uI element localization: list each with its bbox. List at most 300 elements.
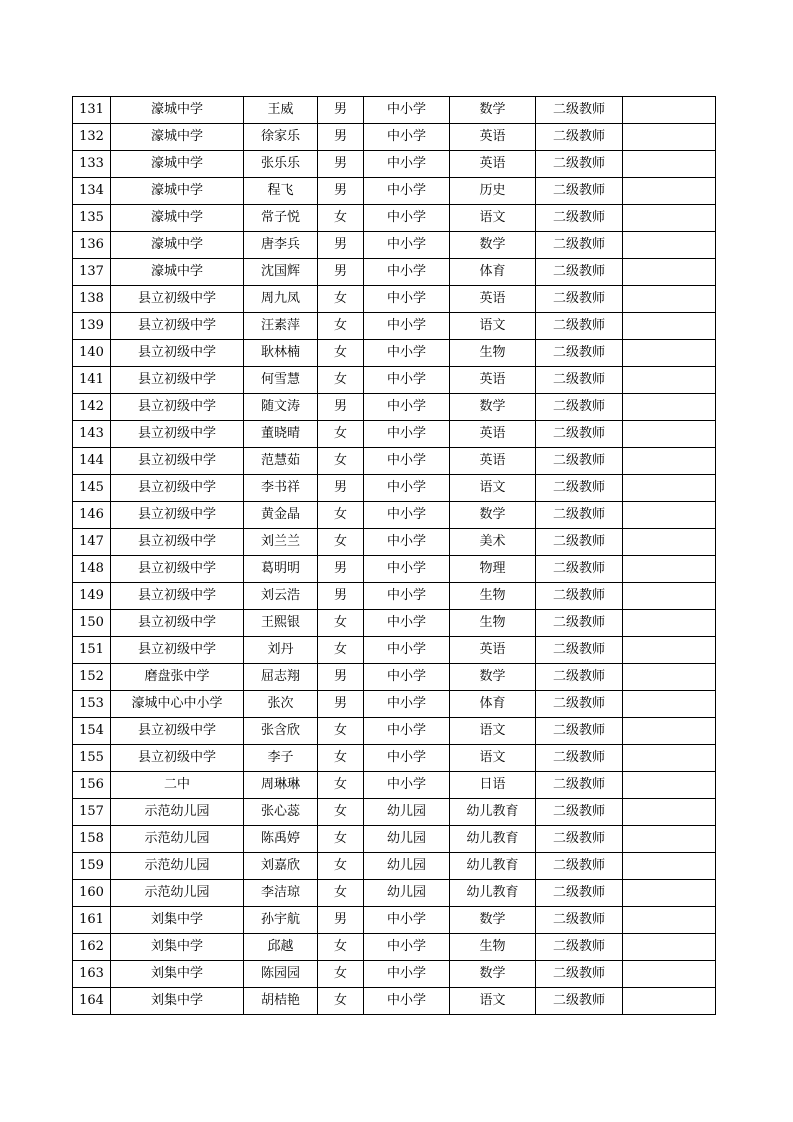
gender-cell: 女 bbox=[318, 286, 364, 313]
school-level-cell: 中小学 bbox=[364, 637, 450, 664]
table-row bbox=[73, 745, 716, 772]
subject-cell: 语文 bbox=[450, 475, 536, 502]
gender-cell: 女 bbox=[318, 637, 364, 664]
teacher-name-cell: 张次 bbox=[244, 691, 318, 718]
school-name-cell: 县立初级中学 bbox=[111, 610, 244, 637]
gender-cell: 男 bbox=[318, 907, 364, 934]
professional-title-cell: 二级教师 bbox=[536, 502, 623, 529]
school-name-cell: 濠城中学 bbox=[111, 178, 244, 205]
school-level-cell: 中小学 bbox=[364, 178, 450, 205]
school-level-cell: 中小学 bbox=[364, 97, 450, 124]
professional-title-cell: 二级教师 bbox=[536, 691, 623, 718]
school-level-cell: 中小学 bbox=[364, 448, 450, 475]
table-row bbox=[73, 826, 716, 853]
school-level-cell: 中小学 bbox=[364, 205, 450, 232]
row-number-cell: 155 bbox=[73, 745, 111, 772]
teacher-name-cell: 沈国辉 bbox=[244, 259, 318, 286]
professional-title-cell: 二级教师 bbox=[536, 205, 623, 232]
teacher-name-cell: 董晓晴 bbox=[244, 421, 318, 448]
row-number-cell: 133 bbox=[73, 151, 111, 178]
school-name-cell: 县立初级中学 bbox=[111, 583, 244, 610]
row-number-cell: 152 bbox=[73, 664, 111, 691]
teacher-name-cell: 刘嘉欣 bbox=[244, 853, 318, 880]
row-number-cell: 134 bbox=[73, 178, 111, 205]
school-name-cell: 县立初级中学 bbox=[111, 718, 244, 745]
table-row bbox=[73, 286, 716, 313]
subject-cell: 数学 bbox=[450, 907, 536, 934]
teacher-name-cell: 张乐乐 bbox=[244, 151, 318, 178]
school-name-cell: 刘集中学 bbox=[111, 934, 244, 961]
teacher-name-cell: 周九凤 bbox=[244, 286, 318, 313]
school-level-cell: 中小学 bbox=[364, 610, 450, 637]
subject-cell: 数学 bbox=[450, 502, 536, 529]
school-level-cell: 中小学 bbox=[364, 988, 450, 1015]
school-name-cell: 县立初级中学 bbox=[111, 313, 244, 340]
table-row bbox=[73, 178, 716, 205]
table-row bbox=[73, 394, 716, 421]
gender-cell: 女 bbox=[318, 934, 364, 961]
teacher-name-cell: 周琳琳 bbox=[244, 772, 318, 799]
professional-title-cell: 二级教师 bbox=[536, 934, 623, 961]
professional-title-cell: 二级教师 bbox=[536, 745, 623, 772]
school-name-cell: 濠城中学 bbox=[111, 124, 244, 151]
school-name-cell: 磨盘张中学 bbox=[111, 664, 244, 691]
professional-title-cell: 二级教师 bbox=[536, 853, 623, 880]
professional-title-cell: 二级教师 bbox=[536, 907, 623, 934]
teacher-name-cell: 胡桔艳 bbox=[244, 988, 318, 1015]
professional-title-cell: 二级教师 bbox=[536, 394, 623, 421]
subject-cell: 体育 bbox=[450, 691, 536, 718]
school-name-cell: 县立初级中学 bbox=[111, 529, 244, 556]
remark-cell bbox=[623, 394, 716, 421]
subject-cell: 历史 bbox=[450, 178, 536, 205]
subject-cell: 生物 bbox=[450, 340, 536, 367]
table-row bbox=[73, 124, 716, 151]
gender-cell: 女 bbox=[318, 799, 364, 826]
school-name-cell: 县立初级中学 bbox=[111, 556, 244, 583]
row-number-cell: 131 bbox=[73, 97, 111, 124]
gender-cell: 女 bbox=[318, 745, 364, 772]
teacher-name-cell: 黄金晶 bbox=[244, 502, 318, 529]
subject-cell: 物理 bbox=[450, 556, 536, 583]
gender-cell: 男 bbox=[318, 124, 364, 151]
table-row bbox=[73, 664, 716, 691]
teacher-name-cell: 徐家乐 bbox=[244, 124, 318, 151]
table-row bbox=[73, 205, 716, 232]
subject-cell: 英语 bbox=[450, 448, 536, 475]
professional-title-cell: 二级教师 bbox=[536, 988, 623, 1015]
remark-cell bbox=[623, 286, 716, 313]
row-number-cell: 150 bbox=[73, 610, 111, 637]
table-row bbox=[73, 502, 716, 529]
remark-cell bbox=[623, 610, 716, 637]
teacher-name-cell: 李洁琼 bbox=[244, 880, 318, 907]
teacher-name-cell: 刘兰兰 bbox=[244, 529, 318, 556]
remark-cell bbox=[623, 340, 716, 367]
professional-title-cell: 二级教师 bbox=[536, 475, 623, 502]
table-row bbox=[73, 880, 716, 907]
gender-cell: 女 bbox=[318, 853, 364, 880]
gender-cell: 男 bbox=[318, 97, 364, 124]
remark-cell bbox=[623, 637, 716, 664]
subject-cell: 英语 bbox=[450, 367, 536, 394]
gender-cell: 女 bbox=[318, 340, 364, 367]
table-row bbox=[73, 718, 716, 745]
professional-title-cell: 二级教师 bbox=[536, 583, 623, 610]
professional-title-cell: 二级教师 bbox=[536, 421, 623, 448]
professional-title-cell: 二级教师 bbox=[536, 664, 623, 691]
subject-cell: 幼儿教育 bbox=[450, 853, 536, 880]
row-number-cell: 138 bbox=[73, 286, 111, 313]
gender-cell: 男 bbox=[318, 583, 364, 610]
professional-title-cell: 二级教师 bbox=[536, 97, 623, 124]
subject-cell: 幼儿教育 bbox=[450, 826, 536, 853]
gender-cell: 女 bbox=[318, 772, 364, 799]
table-row bbox=[73, 637, 716, 664]
school-name-cell: 刘集中学 bbox=[111, 988, 244, 1015]
school-level-cell: 中小学 bbox=[364, 421, 450, 448]
subject-cell: 体育 bbox=[450, 259, 536, 286]
professional-title-cell: 二级教师 bbox=[536, 826, 623, 853]
professional-title-cell: 二级教师 bbox=[536, 718, 623, 745]
subject-cell: 语文 bbox=[450, 313, 536, 340]
remark-cell bbox=[623, 151, 716, 178]
gender-cell: 女 bbox=[318, 313, 364, 340]
remark-cell bbox=[623, 853, 716, 880]
subject-cell: 数学 bbox=[450, 232, 536, 259]
subject-cell: 语文 bbox=[450, 718, 536, 745]
gender-cell: 男 bbox=[318, 151, 364, 178]
professional-title-cell: 二级教师 bbox=[536, 151, 623, 178]
teacher-name-cell: 范慧茹 bbox=[244, 448, 318, 475]
table-row bbox=[73, 232, 716, 259]
table-row bbox=[73, 340, 716, 367]
remark-cell bbox=[623, 502, 716, 529]
row-number-cell: 145 bbox=[73, 475, 111, 502]
row-number-cell: 146 bbox=[73, 502, 111, 529]
teacher-name-cell: 耿林楠 bbox=[244, 340, 318, 367]
school-level-cell: 中小学 bbox=[364, 745, 450, 772]
school-name-cell: 示范幼儿园 bbox=[111, 826, 244, 853]
remark-cell bbox=[623, 475, 716, 502]
professional-title-cell: 二级教师 bbox=[536, 178, 623, 205]
row-number-cell: 159 bbox=[73, 853, 111, 880]
gender-cell: 女 bbox=[318, 448, 364, 475]
professional-title-cell: 二级教师 bbox=[536, 313, 623, 340]
subject-cell: 生物 bbox=[450, 934, 536, 961]
school-name-cell: 县立初级中学 bbox=[111, 340, 244, 367]
gender-cell: 男 bbox=[318, 259, 364, 286]
gender-cell: 女 bbox=[318, 367, 364, 394]
professional-title-cell: 二级教师 bbox=[536, 637, 623, 664]
school-level-cell: 中小学 bbox=[364, 718, 450, 745]
school-name-cell: 二中 bbox=[111, 772, 244, 799]
table-row bbox=[73, 988, 716, 1015]
gender-cell: 男 bbox=[318, 394, 364, 421]
subject-cell: 英语 bbox=[450, 637, 536, 664]
school-name-cell: 濠城中学 bbox=[111, 205, 244, 232]
subject-cell: 英语 bbox=[450, 151, 536, 178]
school-level-cell: 中小学 bbox=[364, 124, 450, 151]
school-level-cell: 中小学 bbox=[364, 961, 450, 988]
subject-cell: 语文 bbox=[450, 988, 536, 1015]
row-number-cell: 154 bbox=[73, 718, 111, 745]
professional-title-cell: 二级教师 bbox=[536, 556, 623, 583]
school-level-cell: 中小学 bbox=[364, 502, 450, 529]
remark-cell bbox=[623, 826, 716, 853]
school-level-cell: 中小学 bbox=[364, 529, 450, 556]
table-row bbox=[73, 772, 716, 799]
teacher-name-cell: 李子 bbox=[244, 745, 318, 772]
school-name-cell: 示范幼儿园 bbox=[111, 853, 244, 880]
remark-cell bbox=[623, 232, 716, 259]
school-name-cell: 县立初级中学 bbox=[111, 394, 244, 421]
row-number-cell: 160 bbox=[73, 880, 111, 907]
row-number-cell: 137 bbox=[73, 259, 111, 286]
table-row bbox=[73, 934, 716, 961]
row-number-cell: 162 bbox=[73, 934, 111, 961]
subject-cell: 美术 bbox=[450, 529, 536, 556]
row-number-cell: 153 bbox=[73, 691, 111, 718]
row-number-cell: 136 bbox=[73, 232, 111, 259]
professional-title-cell: 二级教师 bbox=[536, 610, 623, 637]
school-level-cell: 中小学 bbox=[364, 556, 450, 583]
gender-cell: 女 bbox=[318, 961, 364, 988]
school-level-cell: 中小学 bbox=[364, 772, 450, 799]
remark-cell bbox=[623, 691, 716, 718]
table-row bbox=[73, 529, 716, 556]
row-number-cell: 161 bbox=[73, 907, 111, 934]
school-level-cell: 中小学 bbox=[364, 313, 450, 340]
school-name-cell: 县立初级中学 bbox=[111, 367, 244, 394]
table-row bbox=[73, 259, 716, 286]
table-row bbox=[73, 853, 716, 880]
gender-cell: 女 bbox=[318, 880, 364, 907]
remark-cell bbox=[623, 664, 716, 691]
gender-cell: 男 bbox=[318, 475, 364, 502]
remark-cell bbox=[623, 583, 716, 610]
school-level-cell: 中小学 bbox=[364, 367, 450, 394]
remark-cell bbox=[623, 718, 716, 745]
teacher-name-cell: 王熙银 bbox=[244, 610, 318, 637]
professional-title-cell: 二级教师 bbox=[536, 799, 623, 826]
professional-title-cell: 二级教师 bbox=[536, 448, 623, 475]
subject-cell: 日语 bbox=[450, 772, 536, 799]
remark-cell bbox=[623, 259, 716, 286]
table-row bbox=[73, 421, 716, 448]
school-name-cell: 县立初级中学 bbox=[111, 421, 244, 448]
row-number-cell: 141 bbox=[73, 367, 111, 394]
gender-cell: 女 bbox=[318, 610, 364, 637]
subject-cell: 英语 bbox=[450, 286, 536, 313]
row-number-cell: 157 bbox=[73, 799, 111, 826]
row-number-cell: 156 bbox=[73, 772, 111, 799]
gender-cell: 女 bbox=[318, 502, 364, 529]
teacher-name-cell: 王威 bbox=[244, 97, 318, 124]
school-name-cell: 刘集中学 bbox=[111, 907, 244, 934]
subject-cell: 幼儿教育 bbox=[450, 880, 536, 907]
gender-cell: 女 bbox=[318, 421, 364, 448]
teacher-name-cell: 李书祥 bbox=[244, 475, 318, 502]
school-level-cell: 中小学 bbox=[364, 232, 450, 259]
teacher-name-cell: 汪素萍 bbox=[244, 313, 318, 340]
gender-cell: 男 bbox=[318, 556, 364, 583]
remark-cell bbox=[623, 745, 716, 772]
row-number-cell: 139 bbox=[73, 313, 111, 340]
gender-cell: 女 bbox=[318, 529, 364, 556]
subject-cell: 英语 bbox=[450, 124, 536, 151]
teacher-name-cell: 孙宇航 bbox=[244, 907, 318, 934]
remark-cell bbox=[623, 880, 716, 907]
row-number-cell: 142 bbox=[73, 394, 111, 421]
school-level-cell: 幼儿园 bbox=[364, 799, 450, 826]
professional-title-cell: 二级教师 bbox=[536, 286, 623, 313]
subject-cell: 数学 bbox=[450, 664, 536, 691]
table-row bbox=[73, 583, 716, 610]
row-number-cell: 151 bbox=[73, 637, 111, 664]
school-name-cell: 濠城中学 bbox=[111, 232, 244, 259]
table-row bbox=[73, 448, 716, 475]
school-level-cell: 中小学 bbox=[364, 664, 450, 691]
remark-cell bbox=[623, 205, 716, 232]
teacher-name-cell: 陈禹婷 bbox=[244, 826, 318, 853]
remark-cell bbox=[623, 313, 716, 340]
table-row bbox=[73, 151, 716, 178]
subject-cell: 英语 bbox=[450, 421, 536, 448]
table-row bbox=[73, 691, 716, 718]
gender-cell: 女 bbox=[318, 988, 364, 1015]
school-name-cell: 县立初级中学 bbox=[111, 637, 244, 664]
table-row bbox=[73, 907, 716, 934]
professional-title-cell: 二级教师 bbox=[536, 340, 623, 367]
table-row bbox=[73, 313, 716, 340]
row-number-cell: 158 bbox=[73, 826, 111, 853]
row-number-cell: 149 bbox=[73, 583, 111, 610]
school-level-cell: 中小学 bbox=[364, 286, 450, 313]
school-name-cell: 刘集中学 bbox=[111, 961, 244, 988]
row-number-cell: 147 bbox=[73, 529, 111, 556]
school-name-cell: 县立初级中学 bbox=[111, 502, 244, 529]
table-row bbox=[73, 556, 716, 583]
school-level-cell: 幼儿园 bbox=[364, 826, 450, 853]
subject-cell: 语文 bbox=[450, 205, 536, 232]
teacher-name-cell: 常子悦 bbox=[244, 205, 318, 232]
school-level-cell: 中小学 bbox=[364, 691, 450, 718]
school-name-cell: 示范幼儿园 bbox=[111, 880, 244, 907]
professional-title-cell: 二级教师 bbox=[536, 124, 623, 151]
school-name-cell: 县立初级中学 bbox=[111, 286, 244, 313]
remark-cell bbox=[623, 907, 716, 934]
subject-cell: 生物 bbox=[450, 610, 536, 637]
teacher-roster-table bbox=[72, 96, 716, 1015]
professional-title-cell: 二级教师 bbox=[536, 367, 623, 394]
row-number-cell: 135 bbox=[73, 205, 111, 232]
row-number-cell: 148 bbox=[73, 556, 111, 583]
remark-cell bbox=[623, 421, 716, 448]
school-name-cell: 濠城中心中小学 bbox=[111, 691, 244, 718]
school-level-cell: 中小学 bbox=[364, 934, 450, 961]
row-number-cell: 132 bbox=[73, 124, 111, 151]
row-number-cell: 144 bbox=[73, 448, 111, 475]
school-level-cell: 中小学 bbox=[364, 907, 450, 934]
school-name-cell: 濠城中学 bbox=[111, 151, 244, 178]
remark-cell bbox=[623, 529, 716, 556]
row-number-cell: 143 bbox=[73, 421, 111, 448]
professional-title-cell: 二级教师 bbox=[536, 880, 623, 907]
school-name-cell: 濠城中学 bbox=[111, 97, 244, 124]
professional-title-cell: 二级教师 bbox=[536, 961, 623, 988]
gender-cell: 男 bbox=[318, 178, 364, 205]
remark-cell bbox=[623, 97, 716, 124]
row-number-cell: 164 bbox=[73, 988, 111, 1015]
gender-cell: 女 bbox=[318, 826, 364, 853]
gender-cell: 女 bbox=[318, 205, 364, 232]
remark-cell bbox=[623, 934, 716, 961]
table-row bbox=[73, 97, 716, 124]
teacher-name-cell: 刘丹 bbox=[244, 637, 318, 664]
subject-cell: 幼儿教育 bbox=[450, 799, 536, 826]
table-row bbox=[73, 610, 716, 637]
school-name-cell: 示范幼儿园 bbox=[111, 799, 244, 826]
school-name-cell: 县立初级中学 bbox=[111, 745, 244, 772]
school-name-cell: 县立初级中学 bbox=[111, 448, 244, 475]
subject-cell: 语文 bbox=[450, 745, 536, 772]
remark-cell bbox=[623, 178, 716, 205]
professional-title-cell: 二级教师 bbox=[536, 772, 623, 799]
school-level-cell: 中小学 bbox=[364, 259, 450, 286]
table-row bbox=[73, 799, 716, 826]
school-level-cell: 幼儿园 bbox=[364, 880, 450, 907]
gender-cell: 男 bbox=[318, 232, 364, 259]
remark-cell bbox=[623, 988, 716, 1015]
row-number-cell: 140 bbox=[73, 340, 111, 367]
teacher-name-cell: 葛明明 bbox=[244, 556, 318, 583]
subject-cell: 数学 bbox=[450, 961, 536, 988]
gender-cell: 男 bbox=[318, 664, 364, 691]
table-row bbox=[73, 367, 716, 394]
remark-cell bbox=[623, 772, 716, 799]
subject-cell: 数学 bbox=[450, 394, 536, 421]
school-level-cell: 中小学 bbox=[364, 340, 450, 367]
table-row bbox=[73, 475, 716, 502]
teacher-name-cell: 陈园园 bbox=[244, 961, 318, 988]
teacher-name-cell: 邱越 bbox=[244, 934, 318, 961]
teacher-name-cell: 唐李兵 bbox=[244, 232, 318, 259]
school-name-cell: 濠城中学 bbox=[111, 259, 244, 286]
teacher-name-cell: 刘云浩 bbox=[244, 583, 318, 610]
row-number-cell: 163 bbox=[73, 961, 111, 988]
teacher-name-cell: 屈志翔 bbox=[244, 664, 318, 691]
table-body bbox=[73, 97, 716, 1015]
school-level-cell: 中小学 bbox=[364, 583, 450, 610]
remark-cell bbox=[623, 448, 716, 475]
subject-cell: 生物 bbox=[450, 583, 536, 610]
remark-cell bbox=[623, 556, 716, 583]
gender-cell: 男 bbox=[318, 691, 364, 718]
school-level-cell: 中小学 bbox=[364, 151, 450, 178]
school-level-cell: 幼儿园 bbox=[364, 853, 450, 880]
teacher-name-cell: 程飞 bbox=[244, 178, 318, 205]
remark-cell bbox=[623, 124, 716, 151]
table-row bbox=[73, 961, 716, 988]
teacher-name-cell: 张含欣 bbox=[244, 718, 318, 745]
gender-cell: 女 bbox=[318, 718, 364, 745]
remark-cell bbox=[623, 961, 716, 988]
professional-title-cell: 二级教师 bbox=[536, 259, 623, 286]
teacher-name-cell: 随文涛 bbox=[244, 394, 318, 421]
teacher-name-cell: 何雪慧 bbox=[244, 367, 318, 394]
professional-title-cell: 二级教师 bbox=[536, 232, 623, 259]
